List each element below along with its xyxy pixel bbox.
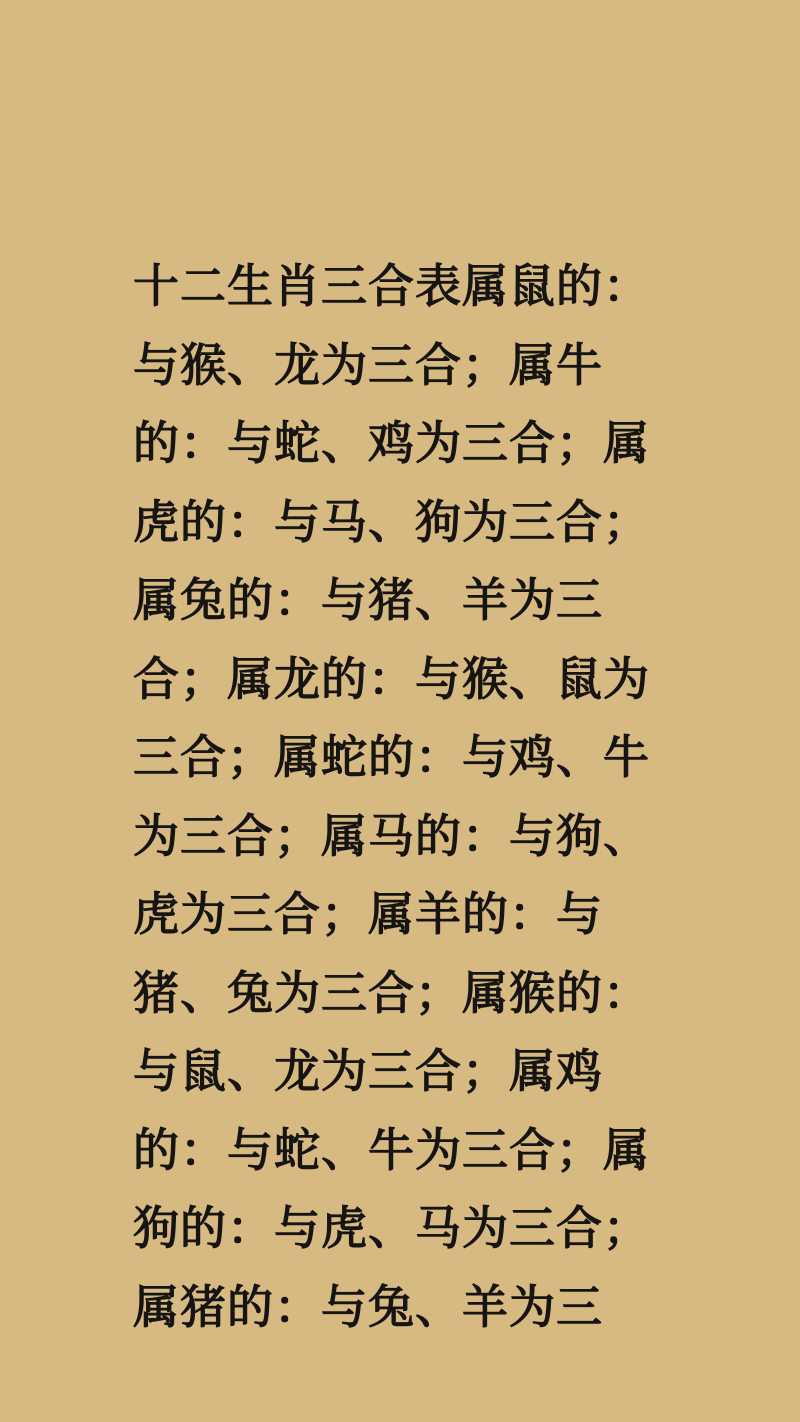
text-line: 虎为三合；属羊的：与 (133, 887, 603, 941)
text-line: 属猪的：与兔、羊为三 (133, 1279, 603, 1334)
text-line: 与鼠、龙为三合；属鸡 (133, 1044, 603, 1098)
text-line: 属兔的：与猪、羊为三 (133, 573, 603, 627)
text-line: 狗的：与虎、马为三合； (133, 1201, 650, 1255)
zodiac-text-block (133, 247, 678, 1346)
text-line: 十二生肖三合表属鼠的： (133, 259, 650, 313)
text-line: 虎的：与马、狗为三合； (133, 494, 650, 549)
text-line: 三合；属蛇的：与鸡、牛 (133, 730, 650, 784)
text-line: 的：与蛇、牛为三合；属 (133, 1122, 650, 1177)
text-line: 合；属龙的：与猴、鼠为 (133, 651, 650, 706)
text-line: 猪、兔为三合；属猴的： (133, 965, 650, 1020)
text-line: 为三合；属马的：与狗、 (133, 808, 650, 863)
text-line: 的：与蛇、鸡为三合；属 (133, 416, 650, 470)
text-line: 与猴、龙为三合；属牛 (133, 337, 603, 392)
